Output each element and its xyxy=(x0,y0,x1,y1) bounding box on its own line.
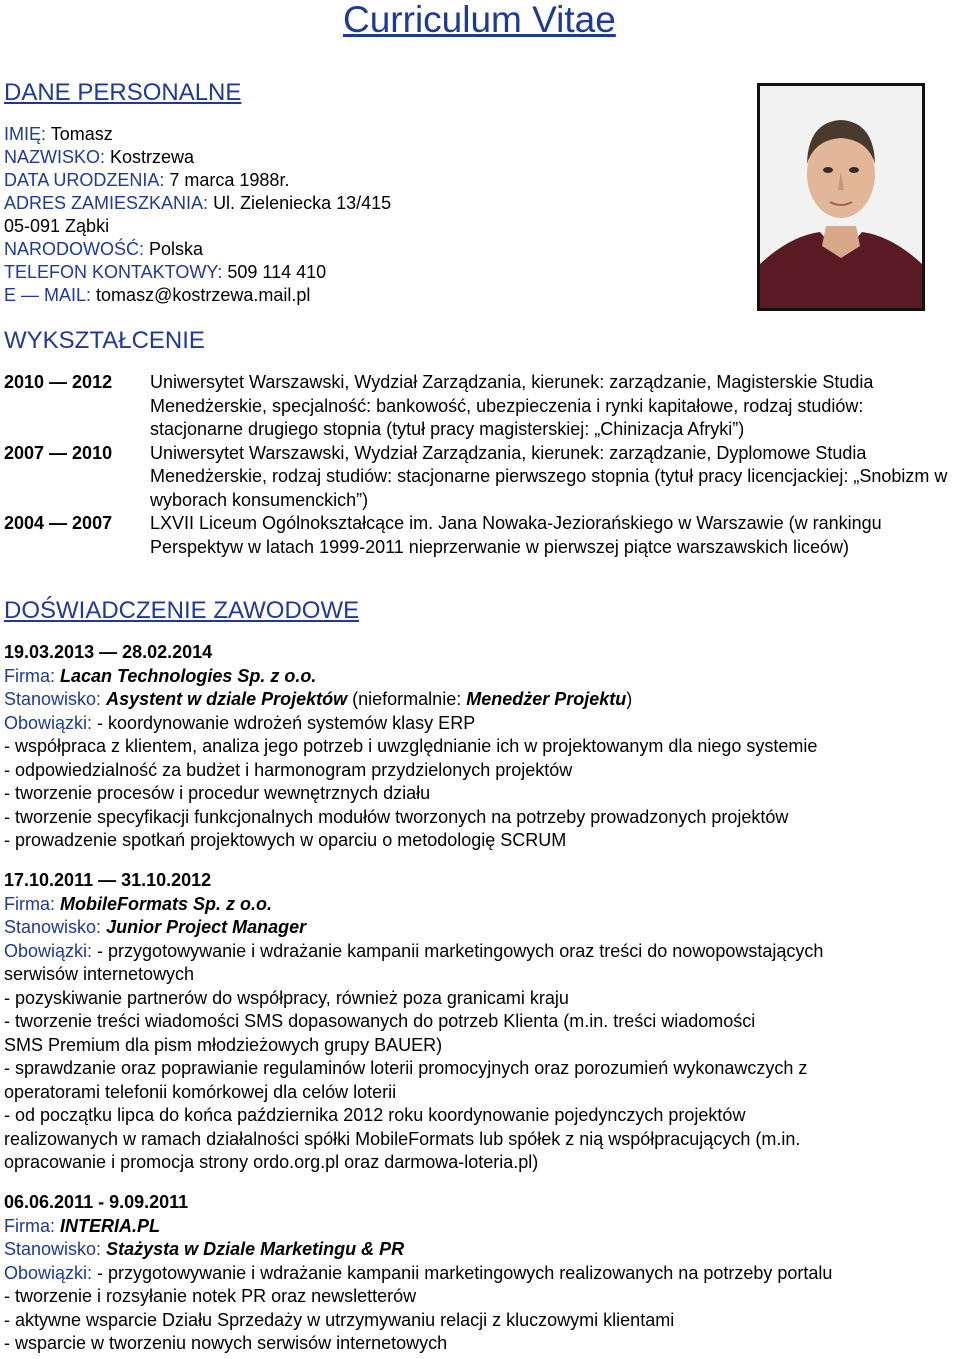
education-text: Uniwersytet Warszawski, Wydział Zarządzania, kierunek: zarządzanie, Dyplomowe Studia Menedżerskie, rodzaj studiów: stacjonarne pierwszego stopnia (tytuł pracy licencjackiej: „Snobizm w wyborach konsumenckich”) xyxy=(150,442,948,510)
firma-label: Firma: xyxy=(4,893,55,914)
education-dates: 2007 — 2010 xyxy=(4,442,113,463)
obowiazki-label: Obowiązki: xyxy=(4,940,93,961)
job-duty: - prowadzenie spotkań projektowych w oparciu o metodologię SCRUM xyxy=(4,830,567,850)
obowiazki-label: Obowiązki: xyxy=(4,712,93,733)
personal-data xyxy=(4,123,391,307)
education-item xyxy=(4,371,954,442)
job-position: Stażysta w Dziale Marketingu & PR xyxy=(106,1239,405,1259)
address-value: Ul. Zieleniecka 13/415 xyxy=(213,193,392,213)
job-duties-line xyxy=(4,940,954,964)
job-duty: - współpraca z klientem, analiza jego potrzeb i uwzględnianie ich w projektowanym dla niego systemie xyxy=(4,736,818,756)
phone-label: TELEFON KONTAKTOWY: xyxy=(4,262,223,282)
job-company: INTERIA.PL xyxy=(60,1215,161,1236)
job-duties-line xyxy=(4,712,954,736)
email-value[interactable]: tomasz@kostrzewa.mail.pl xyxy=(96,285,311,305)
experience-heading: DOŚWIADCZENIE ZAWODOWE xyxy=(4,597,360,624)
job-dates: 17.10.2011 — 31.10.2012 xyxy=(4,870,212,890)
job-position-note-open: (nieformalnie: xyxy=(347,689,467,709)
job-company-line xyxy=(4,665,954,689)
birth-value: 7 marca 1988r. xyxy=(169,170,290,190)
job-entry xyxy=(4,641,954,853)
email-line xyxy=(4,284,391,307)
address-line-2: 05-091 Ząbki xyxy=(4,216,110,236)
job-company-line xyxy=(4,893,954,917)
job-dates: 06.06.2011 - 9.09.2011 xyxy=(4,1192,189,1212)
job-duties-line xyxy=(4,1262,954,1286)
education-heading: WYKSZTAŁCENIE xyxy=(4,327,205,354)
phone-value: 509 114 410 xyxy=(227,262,327,282)
job-duty: - sprawdzanie oraz poprawianie regulaminów loterii promocyjnych oraz porozumień wykonawczych z xyxy=(4,1058,808,1078)
stanowisko-label: Stanowisko: xyxy=(4,917,102,937)
job-entry xyxy=(4,869,954,1175)
job-duty: - przygotowywanie i wdrażanie kampanii marketingowych oraz treści do nowopowstających xyxy=(97,940,824,961)
job-dates: 19.03.2013 — 28.02.2014 xyxy=(4,642,213,662)
job-duty: - tworzenie procesów i procedur wewnętrznych działu xyxy=(4,783,431,803)
job-duty: serwisów internetowych xyxy=(4,964,195,984)
job-position-note-close: ) xyxy=(626,689,633,709)
email-label: E — MAIL: xyxy=(4,285,92,305)
job-duty: SMS Premium dla pism młodzieżowych grupy BAUER) xyxy=(4,1034,443,1055)
job-company-line xyxy=(4,1215,954,1239)
job-position-line xyxy=(4,1238,954,1262)
address-line xyxy=(4,192,391,215)
job-position-note: Menedżer Projektu xyxy=(466,689,627,709)
job-company: MobileFormats Sp. z o.o. xyxy=(60,893,273,914)
obowiazki-label: Obowiązki: xyxy=(4,1262,93,1283)
job-duty: - tworzenie treści wiadomości SMS dopasowanych do potrzeb Klienta (m.in. treści wiadomości xyxy=(4,1011,756,1031)
education-item xyxy=(4,442,954,513)
job-position-line xyxy=(4,688,954,712)
education-text: LXVII Liceum Ogólnokształcące im. Jana Nowaka-Jeziorańskiego w Warszawie (w rankingu Perspektyw w latach 1999-2011 nieprzerwanie w pierwszej piątce warszawskich liceów) xyxy=(150,513,882,557)
surname-line xyxy=(4,146,391,169)
personal-heading: DANE PERSONALNE xyxy=(4,79,242,106)
stanowisko-label: Stanowisko: xyxy=(4,1239,102,1259)
nationality-value: Polska xyxy=(149,239,204,259)
phone-line xyxy=(4,261,391,284)
job-duty: - tworzenie specyfikacji funkcjonalnych modułów tworzonych na potrzeby prowadzonych projektów xyxy=(4,806,789,827)
education-text: Uniwersytet Warszawski, Wydział Zarządzania, kierunek: zarządzanie, Magisterskie Studia Menedżerskie, specjalność: bankowość, ubezpieczenia i rynki kapitałowe, rodzaj studiów: stacjonarne drugiego stopnia (tytuł pracy magisterskiej: „Chinizacja Afryki”) xyxy=(150,372,874,439)
education-dates: 2004 — 2007 xyxy=(4,513,113,533)
address-label: ADRES ZAMIESZKANIA: xyxy=(4,193,209,213)
job-duty: - przygotowywanie i wdrażanie kampanii marketingowych realizowanych na potrzeby portalu xyxy=(97,1262,833,1283)
job-duty: realizowanych w ramach działalności spółki MobileFormats lub spółek z nią współpracujących (m.in. xyxy=(4,1128,801,1149)
education-item xyxy=(4,512,954,559)
job-duty: - aktywne wsparcie Działu Sprzedaży w utrzymywaniu relacji z kluczowymi klientami xyxy=(4,1309,675,1330)
portrait-image xyxy=(760,86,922,308)
job-duty: operatorami telefonii komórkowej dla celów loterii xyxy=(4,1081,397,1102)
job-duty: - wsparcie w tworzeniu nowych serwisów internetowych xyxy=(4,1333,448,1353)
education-dates: 2010 — 2012 xyxy=(4,372,113,392)
education-list xyxy=(4,371,954,559)
profile-photo xyxy=(757,83,925,311)
surname-label: NAZWISKO: xyxy=(4,147,106,167)
job-duty: - odpowiedzialność za budżet i harmonogram przydzielonych projektów xyxy=(4,759,573,780)
firma-label: Firma: xyxy=(4,1215,55,1236)
surname-value: Kostrzewa xyxy=(110,147,195,167)
job-entry xyxy=(4,1191,954,1356)
birth-line xyxy=(4,169,391,192)
document-title: Curriculum Vitae xyxy=(343,0,616,40)
job-duty: - koordynowanie wdrożeń systemów klasy ERP xyxy=(97,712,476,733)
job-company: Lacan Technologies Sp. z o.o. xyxy=(60,665,317,686)
name-value: Tomasz xyxy=(50,124,113,144)
job-duty: - od początku lipca do końca października 2012 roku koordynowanie pojedynczych projektów xyxy=(4,1105,746,1125)
job-duty: - tworzenie i rozsyłanie notek PR oraz newsletterów xyxy=(4,1286,417,1306)
firma-label: Firma: xyxy=(4,665,55,686)
name-label: IMIĘ: xyxy=(4,124,47,144)
job-position-line xyxy=(4,916,954,940)
name-line xyxy=(4,123,391,146)
nationality-label: NARODOWOŚĆ: xyxy=(4,239,145,259)
job-duty: - pozyskiwanie partnerów do współpracy, również poza granicami kraju xyxy=(4,987,569,1008)
nationality-line xyxy=(4,238,391,261)
job-duty: opracowanie i promocja strony ordo.org.pl oraz darmowa-loteria.pl) xyxy=(4,1152,539,1172)
birth-label: DATA URODZENIA: xyxy=(4,170,165,190)
job-position: Asystent w dziale Projektów xyxy=(106,689,348,709)
job-position: Junior Project Manager xyxy=(106,917,307,937)
stanowisko-label: Stanowisko: xyxy=(4,689,102,709)
